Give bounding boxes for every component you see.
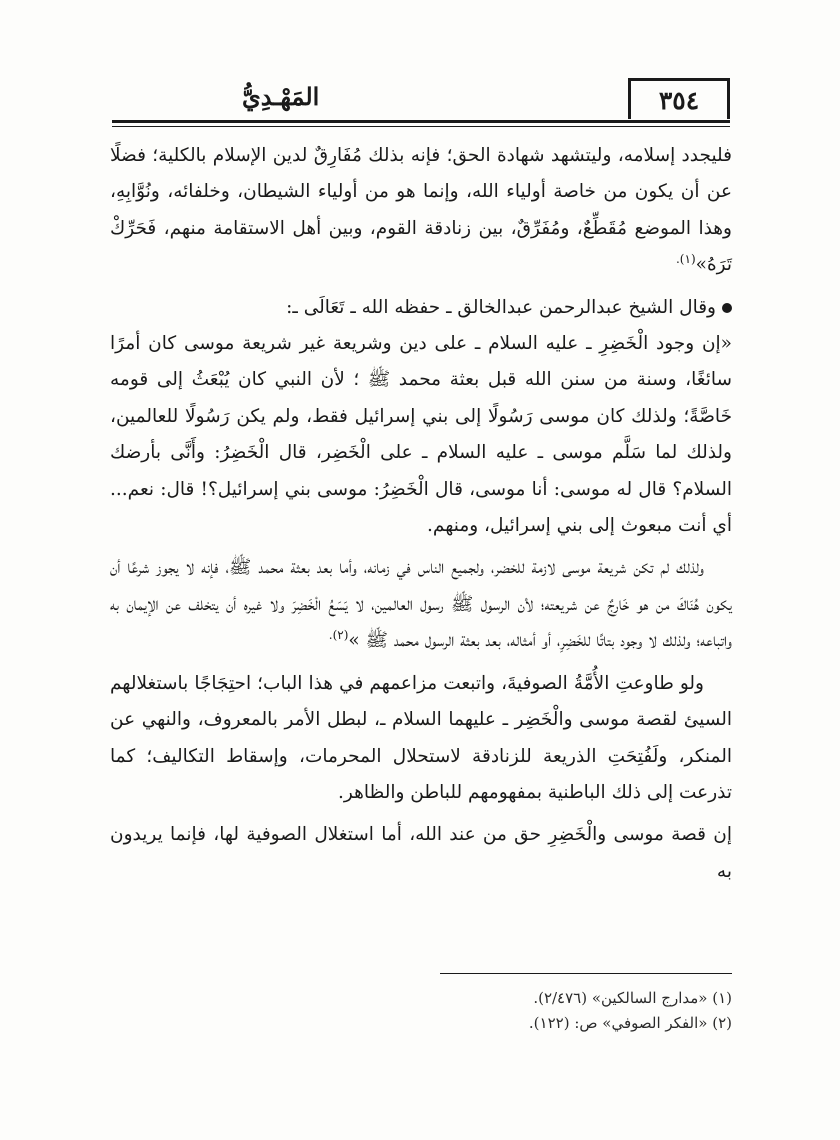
text-line: محمد ﷺ، فإنه لا يجوز شرعًا أن يكون هُنَاكَ من هو خَارِجٌ عن شريعته؛ لأن — [110, 557, 732, 615]
header-rule-thin — [112, 126, 730, 127]
page-number: ٣٥٤ — [658, 85, 700, 115]
footnote-separator — [440, 973, 732, 974]
text-line: مبعوث إلى بني إسرائيل، ومنهم. — [427, 515, 673, 537]
text-line: المنكر، ولَفُتِحَتِ الذريعة للزنادقة لاستحلال المحرمات، وإسقاط التكاليف؛ كما — [110, 745, 732, 767]
text-line: خَاصَّةً؛ ولذلك كان موسى رَسُولًا إلى بني إسرائيل فقط، ولم يكن رَسُولًا للعالمين، — [110, 405, 732, 427]
body-text — [110, 138, 732, 890]
text-line: ولذلك لم تكن شريعة موسى لازمة للخضر، ولجميع الناس في زمانه، وأما بعد بعثة — [290, 557, 704, 579]
text-line: ولذلك لما سَلَّم موسى ـ عليه السلام ـ على الْخَضِر، قال الْخَضِرُ: وأَنَّى بأرضك السلام؟ — [110, 442, 732, 500]
footnote-2: (٢) «الفكر الصوفي» ص: (١٢٢). — [528, 1014, 732, 1032]
text-line: تَرَهُ» — [695, 254, 732, 276]
text-line: السيئ لقصة موسى والْخَضِر ـ عليهما السلام ـ، لبطل الأمر بالمعروف، والنهي عن — [110, 709, 732, 731]
text-line: الرسول ﷺ رسول العالمين، لا يَسَعُ الْخَضِرَ ولا غيره أن يتخلف عن الإيمان به واتباعه؛ — [110, 593, 732, 652]
text-line: تذرعت إلى ذلك الباطنية بمفهومهم للباطن والظاهر. — [338, 781, 732, 803]
text-line: ولو طاوعتِ الأُمَّةُ الصوفيةَ، واتبعت مزاعمهم في هذا الباب؛ احتِجَاجًا باستغلالهم — [110, 672, 704, 694]
text-line: ولذلك لا وجود بتاتًا للخَضِرِ، أو أمثاله، بعد بعثة الرسول محمد ﷺ » — [348, 630, 691, 652]
text-line: فليجدد إسلامه، وليتشهد شهادة الحق؛ فإنه بذلك مُفَارِقٌ لدين الإسلام بالكلية؛ فضلًا — [110, 145, 732, 166]
footnote-1: (١) «مدارج السالكين» (٢/٤٧٦). — [533, 989, 732, 1007]
footnotes — [110, 986, 732, 1036]
paragraph-4 — [110, 666, 732, 812]
text-line: وهذا الموضع مُقَطِّعٌ، ومُفَرِّقٌ، بين زنادقة القوم، وبين أهل الاستقامة منهم، فَحَرِّكْ — [110, 217, 732, 239]
paragraph-5 — [110, 817, 732, 890]
footnote-ref-2: (٢). — [328, 628, 349, 643]
text-line: إن قصة موسى والْخَضِرِ حق من عند الله، أما استغلال الصوفية لها، فإنما يريدون به — [110, 824, 732, 882]
paragraph-2 — [110, 326, 732, 544]
text-line: سائغًا، وسنة من سنن الله قبل بعثة محمد ﷺ ؛ لأن النبي كان يُبْعَثُ إلى قومه — [110, 369, 732, 391]
text-line: وقال الشيخ عبدالرحمن عبدالخالق ـ حفظه الله ـ تَعَالَى ـ: — [286, 296, 716, 318]
text-line: قال له موسى: أنا موسى، قال الْخَضِرُ: موسى بني إسرائيل؟! قال: نعم... أي أنت — [110, 478, 732, 537]
header-rule-thick — [112, 120, 730, 123]
page-number-box — [628, 78, 730, 119]
quote-intro — [110, 290, 732, 326]
paragraph-3 — [110, 550, 732, 659]
paragraph-1 — [110, 138, 732, 284]
bullet-icon — [722, 303, 732, 313]
page-header — [112, 78, 730, 122]
text-line: عن أن يكون من خاصة أولياء الله، وإنما هو من أولياء الشيطان، وخلفائه، ونُوَّابِهِ، — [110, 181, 732, 203]
text-line: «إن وجود الْخَضِرِ ـ عليه السلام ـ على دين وشريعة غير شريعة موسى كان أمرًا — [110, 333, 732, 355]
running-title: المَهْـدِيُّ — [242, 82, 320, 111]
footnote-ref-1: (١). — [675, 252, 696, 267]
